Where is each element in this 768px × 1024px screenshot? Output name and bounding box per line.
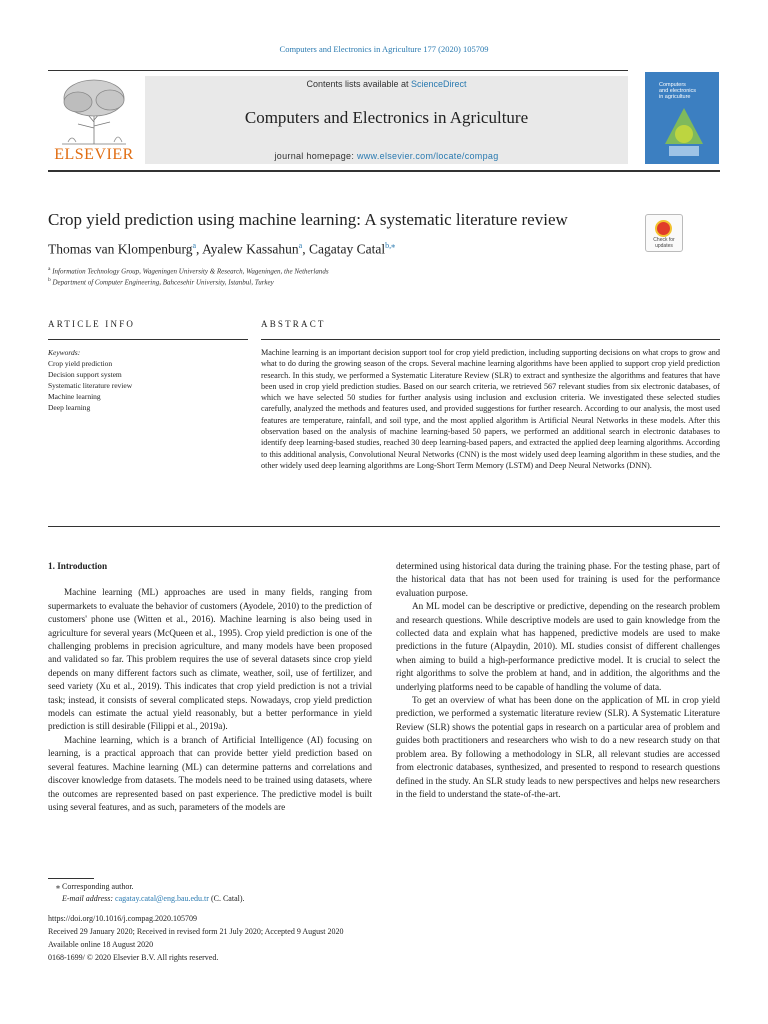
email-line: [62, 894, 245, 903]
keyword: Crop yield prediction: [48, 359, 113, 368]
keyword: Machine learning: [48, 392, 101, 401]
article-info-heading: ARTICLE INFO: [48, 319, 136, 329]
section-heading-introduction: 1. Introduction: [48, 561, 108, 571]
body-paragraph: Machine learning, which is a branch of Artificial Intelligence (AI) focusing on learning, is a practical approach that can provide better yield prediction based on several features. Machine learning (ML) can determine patterns and correlations and discover knowledge from datasets. The models need to be trained using datasets, where the outcomes are represented based on past experience. The predictive model is built using several features, and as such, parameters of the models are: [48, 734, 372, 812]
abstract-rule: [261, 339, 720, 340]
body-paragraph: determined using historical data during the training phase. For the testing phase, part of the historical data that has not been used for training is used for the performance evaluation purpose.: [396, 561, 720, 598]
author-affil-mark[interactable]: b,⁎: [385, 241, 396, 250]
email-suffix: (C. Catal).: [208, 894, 245, 903]
author-list: [48, 241, 395, 258]
elsevier-logo[interactable]: [48, 76, 140, 164]
sciencedirect-link[interactable]: ScienceDirect: [411, 79, 467, 89]
keywords-block: [48, 347, 248, 413]
body-column-right: [396, 560, 720, 801]
check-updates-icon: [655, 220, 672, 237]
keyword: Decision support system: [48, 370, 122, 379]
homepage-link[interactable]: www.elsevier.com/locate/compag: [356, 151, 499, 161]
journal-cover-thumbnail[interactable]: [645, 72, 719, 164]
author-affil-mark[interactable]: a: [192, 241, 197, 250]
author-affil-mark[interactable]: a: [298, 241, 303, 250]
keywords-label: Keywords:: [48, 348, 81, 357]
corresponding-author-note: ⁎ Corresponding author.: [56, 882, 134, 891]
abstract-heading: ABSTRACT: [261, 319, 326, 329]
available-online: Available online 18 August 2020: [48, 940, 154, 949]
copyright-line: 0168-1699/ © 2020 Elsevier B.V. All rights reserved.: [48, 953, 219, 962]
journal-title: Computers and Electronics in Agriculture: [244, 108, 529, 127]
received-dates: Received 29 January 2020; Received in revised form 21 July 2020; Accepted 9 August 2020: [48, 927, 344, 936]
author-separator: ,: [196, 241, 203, 257]
check-updates-label: Check for updates: [653, 237, 675, 249]
email-label: E-mail address:: [62, 894, 116, 903]
keyword: Systematic literature review: [48, 381, 133, 390]
abstract-text: Machine learning is an important decision support tool for crop yield prediction, including supporting decisions on what crops to grow and what to do during the growing season of the crops. Several machine learning algorithms have been applied to support crop yield prediction research. In this study, we performed a Systematic Literature Review (SLR) to extract and synthesize the algorithms and features that have been used in crop yield prediction studies. Based on our search criteria, we retrieved 567 relevant studies from six electronic databases, of which we have selected 50 studies for further analysis using inclusion and exclusion criteria. We investigated these selected studies carefully, analyzed the methods and features used, and provided suggestions for further research. According to our analysis, the most used features are temperature, rainfall, and soil type, and the most applied algorithm is Artificial Neural Networks in these models. After this observation based on the analysis of machine learning-based 50 papers, we performed an additional search in electronic databases to identify deep learning-based studies, reached 30 deep learning-based papers, and extracted the applied deep learning algorithms. According to this additional analysis, Convolutional Neural Networks (CNN) is the most widely used deep learning algorithm in these studies, and the other widely used deep learning algorithms are Long-Short Term Memory (LSTM) and Deep Neural Networks (DNN).: [261, 348, 720, 470]
header-top-rule: [48, 70, 628, 71]
email-link[interactable]: cagatay.catal@eng.bau.edu.tr: [115, 894, 209, 903]
affiliation: $^a$ Information Technology Group, Wageningen University & Research, Wageningen, the Netherlands: [48, 266, 329, 276]
homepage-prefix: journal homepage:: [274, 151, 357, 161]
author-name[interactable]: Ayalew Kassahun: [202, 241, 299, 257]
abstract-bottom-rule: [48, 526, 720, 527]
article-info-rule: [48, 339, 248, 340]
body-paragraph: Machine learning (ML) approaches are used in many fields, ranging from supermarkets to evaluate the behavior of customers (Ayodele, 2010) to the prediction of customers' phone use (Witten et al., 2016). Machine learning is also being used in agriculture for several years (McQueen et al., 1995). Crop yield prediction is one of the challenging problems in precision agriculture, and many models have been proposed and validated so far. This problem requires the use of several datasets since crop yield depends on many different factors such as climate, weather, soil, use of fertilizer, and seed variety (Xu et al., 2019). This indicates that crop yield prediction is not a trivial task; instead, it consists of several complicated steps. Nowadays, crop yield prediction models can estimate the actual yield reasonably, but a better performance in yield prediction is still desirable (Filippi et al., 2019a).: [48, 587, 372, 732]
check-for-updates-badge[interactable]: [645, 214, 683, 252]
body-column-left: [48, 560, 372, 814]
cover-title: Computers and electronics in agriculture: [659, 82, 696, 100]
body-paragraph: To get an overview of what has been done on the application of ML in crop yield prediction, we performed a systematic literature review (SLR). A Systematic Literature Review (SLR) shows the potential gaps in research on a particular area of problem and guides both practitioners and researchers who wish to do a new research study on that problem area. By following a methodology in SLR, all relevant studies are accessed from electronic databases, synthesized, and presented to respond to research questions defined in the study. An SLR study leads to new perspectives and helps new researchers in the field to understand the state-of-the-art.: [396, 695, 720, 799]
header-bottom-rule: [48, 170, 720, 172]
footnote-rule: [48, 878, 94, 879]
contents-prefix: Contents lists available at: [306, 79, 412, 89]
author-name[interactable]: Thomas van Klompenburg: [48, 241, 193, 257]
author-separator: ,: [302, 241, 309, 257]
homepage-line: [145, 151, 628, 161]
journal-reference[interactable]: Computers and Electronics in Agriculture 177 (2020) 105709: [279, 44, 489, 54]
contents-line: [145, 79, 628, 89]
cover-artwork-icon: [659, 104, 709, 160]
affiliation: $^b$ Department of Computer Engineering, Bahcesehir University, Istanbul, Turkey: [48, 277, 274, 287]
author-name[interactable]: Cagatay Catal: [308, 241, 386, 257]
tree-emblem-icon: [48, 76, 140, 146]
keyword: Deep learning: [48, 403, 91, 412]
elsevier-wordmark: ELSEVIER: [54, 146, 134, 163]
doi-link[interactable]: https://doi.org/10.1016/j.compag.2020.105709: [48, 914, 197, 923]
article-title: Crop yield prediction using machine learning: A systematic literature review: [48, 210, 568, 229]
body-paragraph: An ML model can be descriptive or predictive, depending on the research problem and research questions. While descriptive models are used to gain knowledge from the collected data and explain what has happened, predictive models are used to make predictions in the future (Alpaydin, 2010). ML studies consist of different challenges when aiming to build a high-performance predictive model. It is crucial to select the right algorithms to solve the problem at hand, and in addition, the algorithms and the underlying platforms need to be capable of handling the volume of data.: [396, 601, 720, 692]
